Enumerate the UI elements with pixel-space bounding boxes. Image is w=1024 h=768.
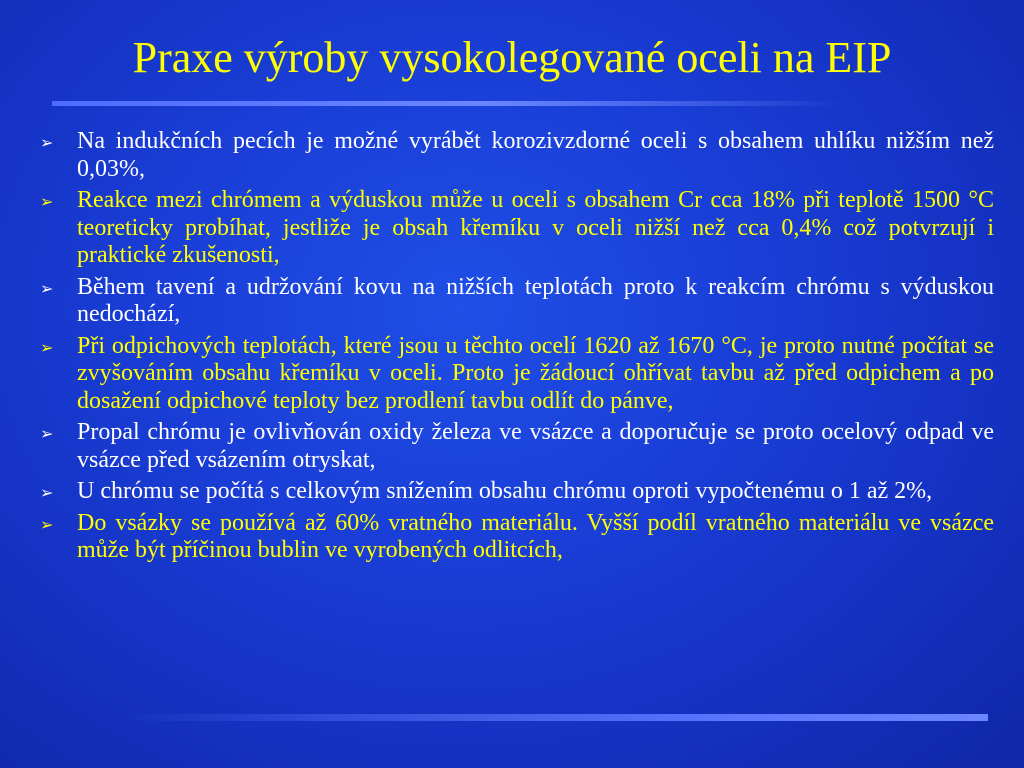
bullet-item — [40, 187, 994, 270]
bullet-text: U chrómu se počítá s celkovým snížením obsahu chrómu oproti vypočtenému o 1 až 2%, — [77, 478, 933, 504]
bullet-text: Při odpichových teplotách, které jsou u těchto ocelí 1620 až 1670 °C, je proto nutné počítat se zvyšováním obsahu křemíku v oceli. Proto je žádoucí ohřívat tavbu až před odpichem a po dosažení odpichové teploty bez prodlení tavbu odlít do pánve, — [77, 332, 994, 414]
arrow-bullet-icon: ➢ — [40, 192, 54, 211]
bullet-list — [40, 128, 994, 569]
bullet-item — [40, 274, 994, 329]
bullet-item — [40, 510, 994, 565]
title-underline — [52, 101, 842, 106]
slide-title: Praxe výroby vysokolegované oceli na EIP — [132, 33, 892, 82]
bullet-text: Propal chrómu je ovlivňován oxidy železa ve vsázce a doporučuje se proto ocelový odpad ve vsázce před vsázením otryskat, — [77, 419, 994, 473]
bullet-item — [40, 128, 994, 183]
bullet-text: Na indukčních pecích je možné vyrábět korozivzdorné oceli s obsahem uhlíku nižším než 0,03%, — [77, 128, 994, 182]
arrow-bullet-icon: ➢ — [40, 337, 54, 357]
bullet-text: Do vsázky se používá až 60% vratného materiálu. Vyšší podíl vratného materiálu ve vsázce může být příčinou bublin ve vyrobených odlitcích, — [77, 509, 994, 563]
bullet-item — [40, 419, 994, 474]
bullet-text: Během tavení a udržování kovu na nižších teplotách proto k reakcím chrómu s výduskou nedochází, — [77, 273, 994, 327]
footer-rule — [120, 714, 988, 721]
arrow-bullet-icon: ➢ — [40, 278, 54, 298]
bullet-text: Reakce mezi chrómem a výduskou může u oceli s obsahem Cr cca 18% při teplotě 1500 °C teoreticky probíhat, jestliže je obsah křemíku v oceli nižší než cca 0,4% což potvrzují i praktické zkušenosti, — [77, 187, 994, 268]
arrow-bullet-icon: ➢ — [40, 483, 54, 502]
arrow-bullet-icon: ➢ — [40, 133, 54, 152]
bullet-item — [40, 333, 994, 416]
arrow-bullet-icon: ➢ — [40, 424, 54, 443]
arrow-bullet-icon: ➢ — [40, 514, 54, 534]
bullet-item — [40, 478, 994, 506]
